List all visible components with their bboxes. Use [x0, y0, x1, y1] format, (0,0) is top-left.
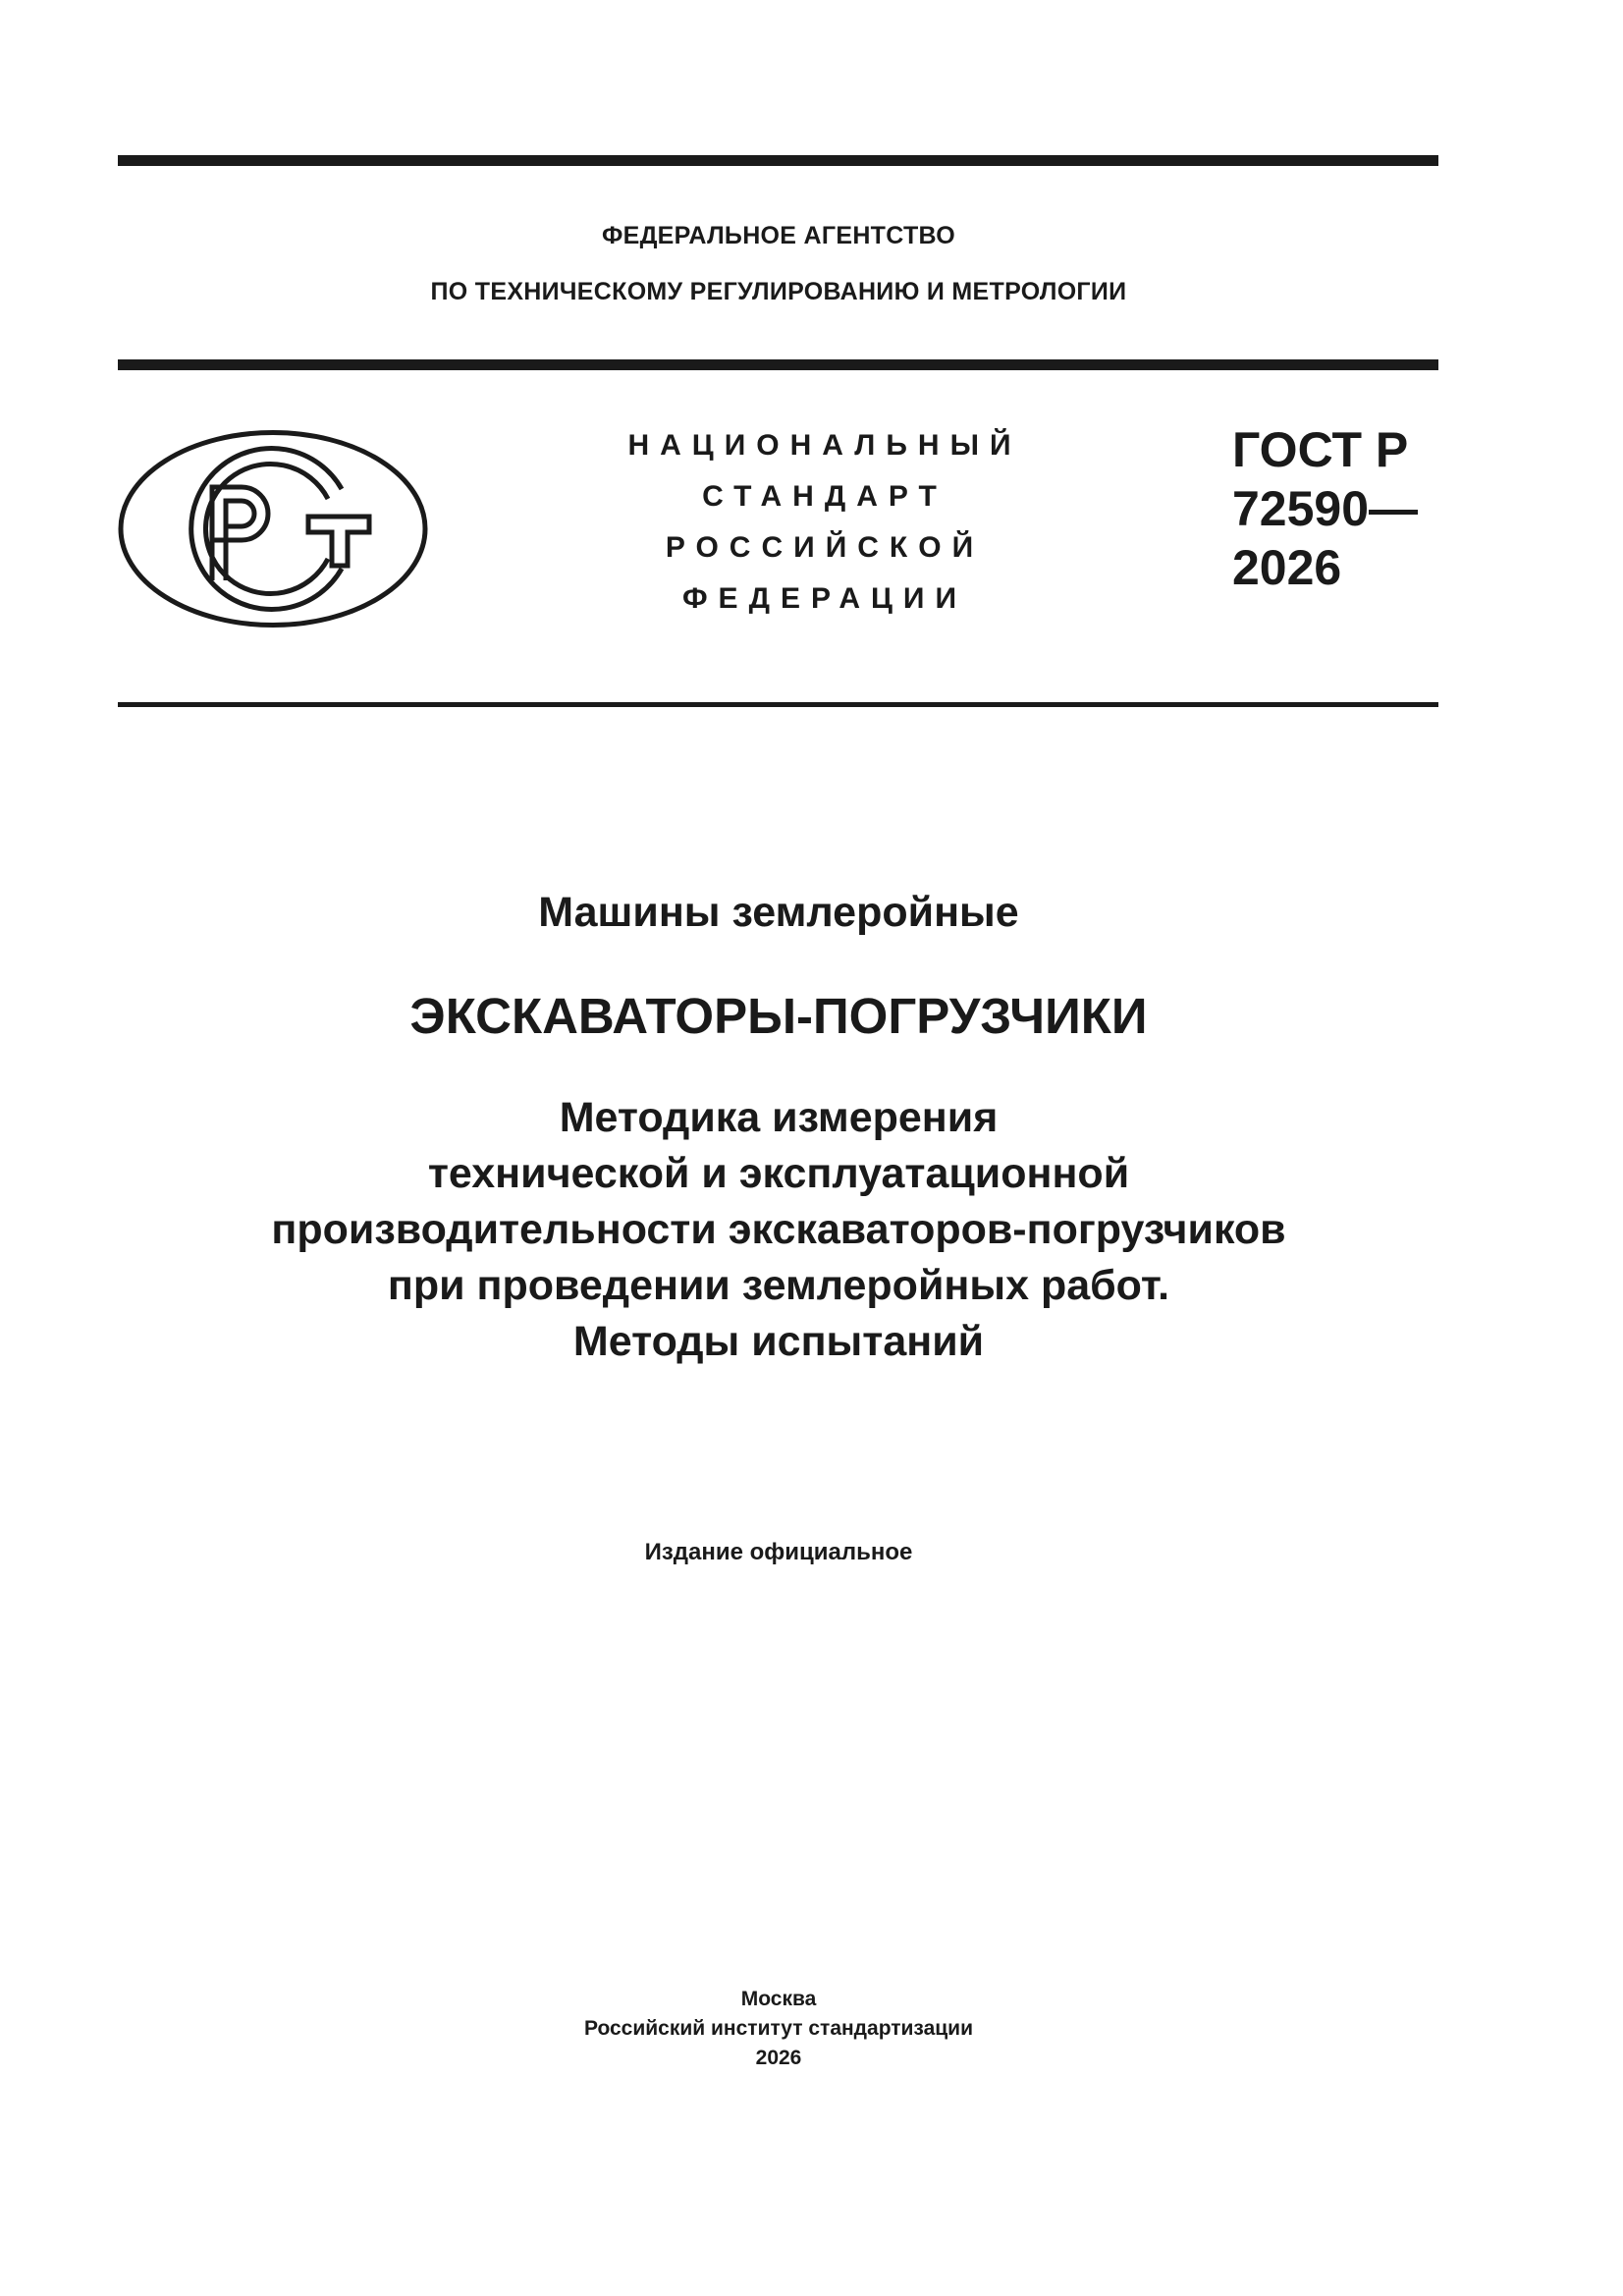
- edition-label: Издание официальное: [644, 1539, 913, 1565]
- imprint-publisher: Российский институт стандартизации: [583, 2017, 974, 2040]
- standard-designation: [1232, 420, 1418, 597]
- method-title-line-5: Методы испытаний: [572, 1318, 985, 1365]
- document-subject: Машины землеройные: [538, 889, 1019, 936]
- standard-type-line-1: НАЦИОНАЛЬНЫЙ: [627, 429, 1022, 462]
- standard-type-line-3: РОССИЙСКОЙ: [665, 531, 985, 564]
- imprint: [0, 1985, 1557, 2073]
- header-rule: [118, 359, 1438, 370]
- agency-name-line-2: ПО ТЕХНИЧЕСКОМУ РЕГУЛИРОВАНИЮ И МЕТРОЛОГИИ: [430, 278, 1127, 305]
- imprint-year: 2026: [755, 2047, 802, 2069]
- method-title-line-3: производительности экскаваторов-погрузчиков: [271, 1206, 1286, 1253]
- designation-rule: [118, 702, 1438, 707]
- standard-type-line-2: СТАНДАРТ: [702, 480, 947, 513]
- document-main-title: ЭКСКАВАТОРЫ-ПОГРУЗЧИКИ: [409, 988, 1148, 1044]
- method-title-line-4: при проведении землеройных работ.: [387, 1262, 1170, 1309]
- method-title-line-1: Методика измерения: [559, 1094, 999, 1141]
- designation-line-2: 72590—: [1232, 481, 1419, 536]
- designation-line-1: ГОСТ Р: [1232, 422, 1409, 477]
- document-method-title: [0, 1090, 1557, 1370]
- designation-line-3: 2026: [1232, 540, 1342, 595]
- method-title-line-2: технической и эксплуатационной: [427, 1150, 1130, 1197]
- top-rule: [118, 155, 1438, 166]
- rst-conformity-mark-icon: [116, 428, 430, 629]
- imprint-city: Москва: [740, 1988, 817, 2010]
- standard-type-line-4: ФЕДЕРАЦИИ: [681, 582, 968, 615]
- agency-name-line-1: ФЕДЕРАЛЬНОЕ АГЕНТСТВО: [601, 222, 956, 249]
